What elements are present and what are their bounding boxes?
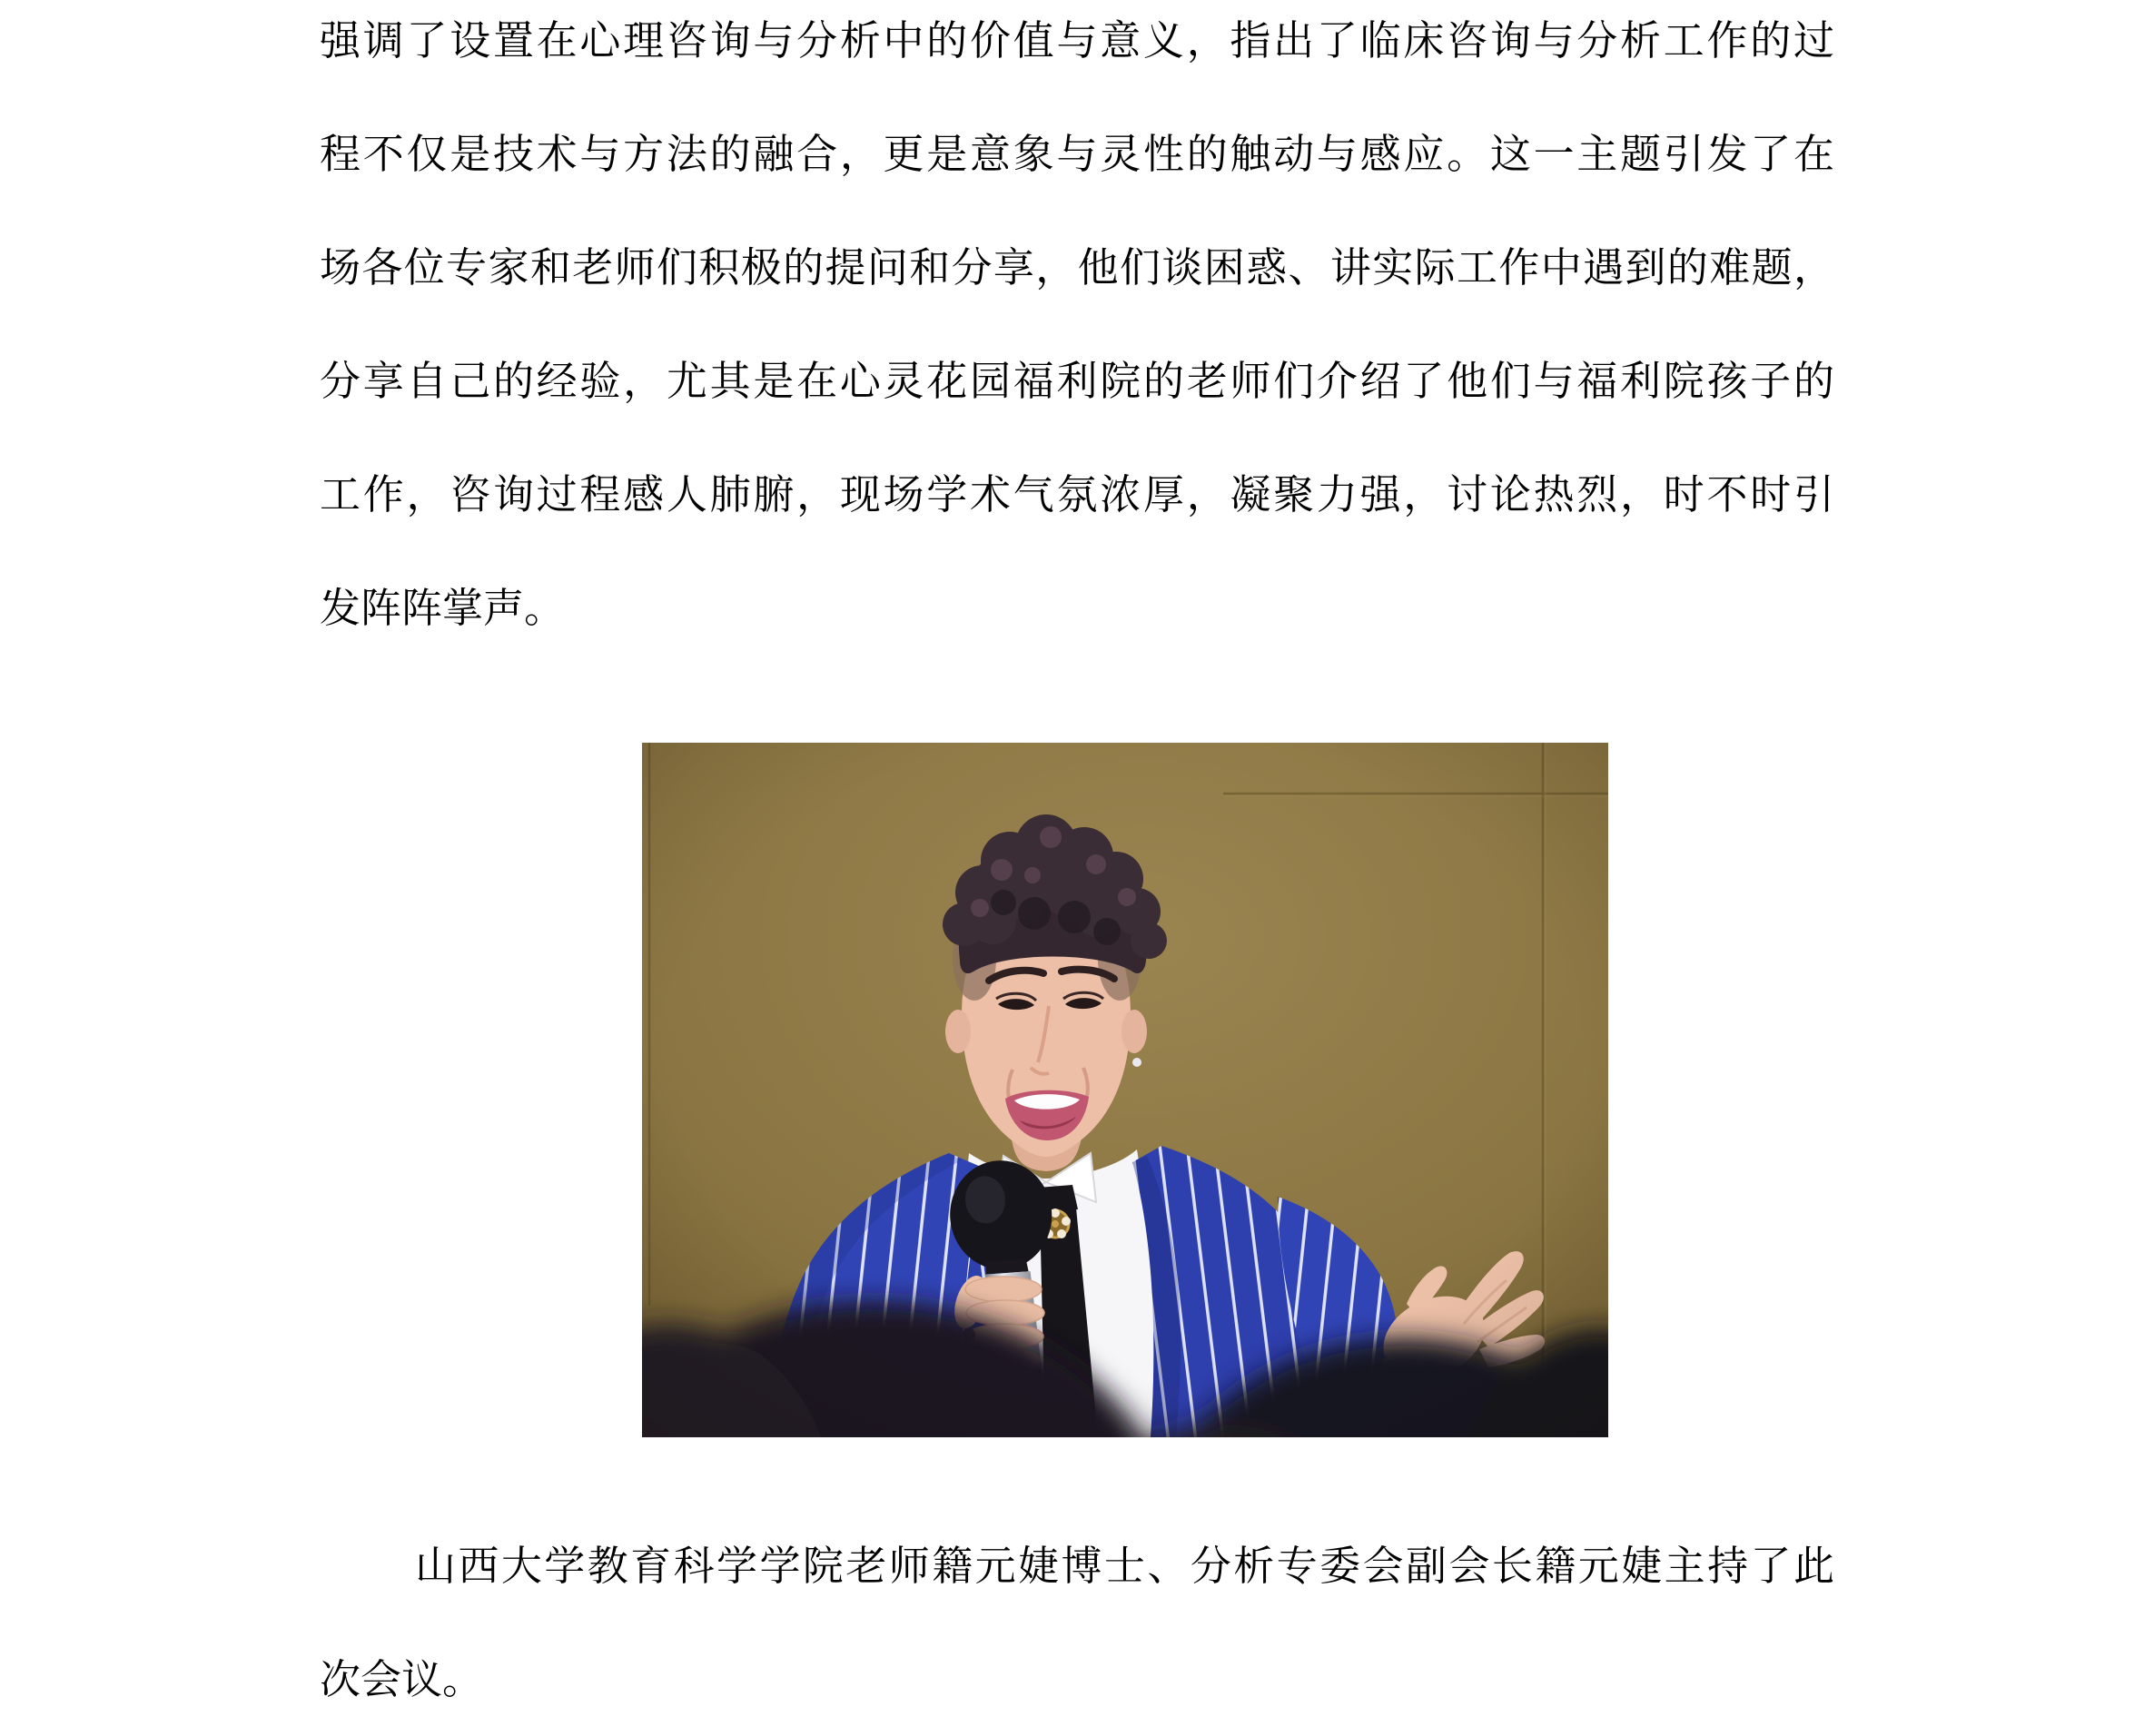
paragraph-1 bbox=[320, 0, 1834, 665]
text-line: 强调了设置在心理咨询与分析中的价值与意义，指出了临床咨询与分析工作的过 bbox=[320, 17, 1834, 64]
text-line: 程不仅是技术与方法的融合，更是意象与灵性的触动与感应。这一主题引发了在 bbox=[320, 131, 1834, 177]
speaker-photo-illustration bbox=[642, 743, 1608, 1437]
text-line: 工作，咨询过程感人肺腑，现场学术气氛浓厚，凝聚力强，讨论热烈，时不时引 bbox=[320, 471, 1834, 518]
speaker-photo bbox=[642, 743, 1608, 1437]
text-line: 发阵阵掌声。 bbox=[320, 585, 566, 631]
paragraph-2 bbox=[320, 1509, 1834, 1736]
text-line: 次会议。 bbox=[320, 1656, 484, 1702]
text-line: 场各位专家和老师们积极的提问和分享，他们谈困惑、讲实际工作中遇到的难题， bbox=[320, 244, 1834, 291]
photo-vignette bbox=[642, 743, 1608, 1437]
text-line: 分享自己的经验，尤其是在心灵花园福利院的老师们介绍了他们与福利院孩子的 bbox=[320, 358, 1834, 404]
text-line: 山西大学教育科学学院老师籍元婕博士、分析专委会副会长籍元婕主持了此 bbox=[415, 1543, 1834, 1589]
